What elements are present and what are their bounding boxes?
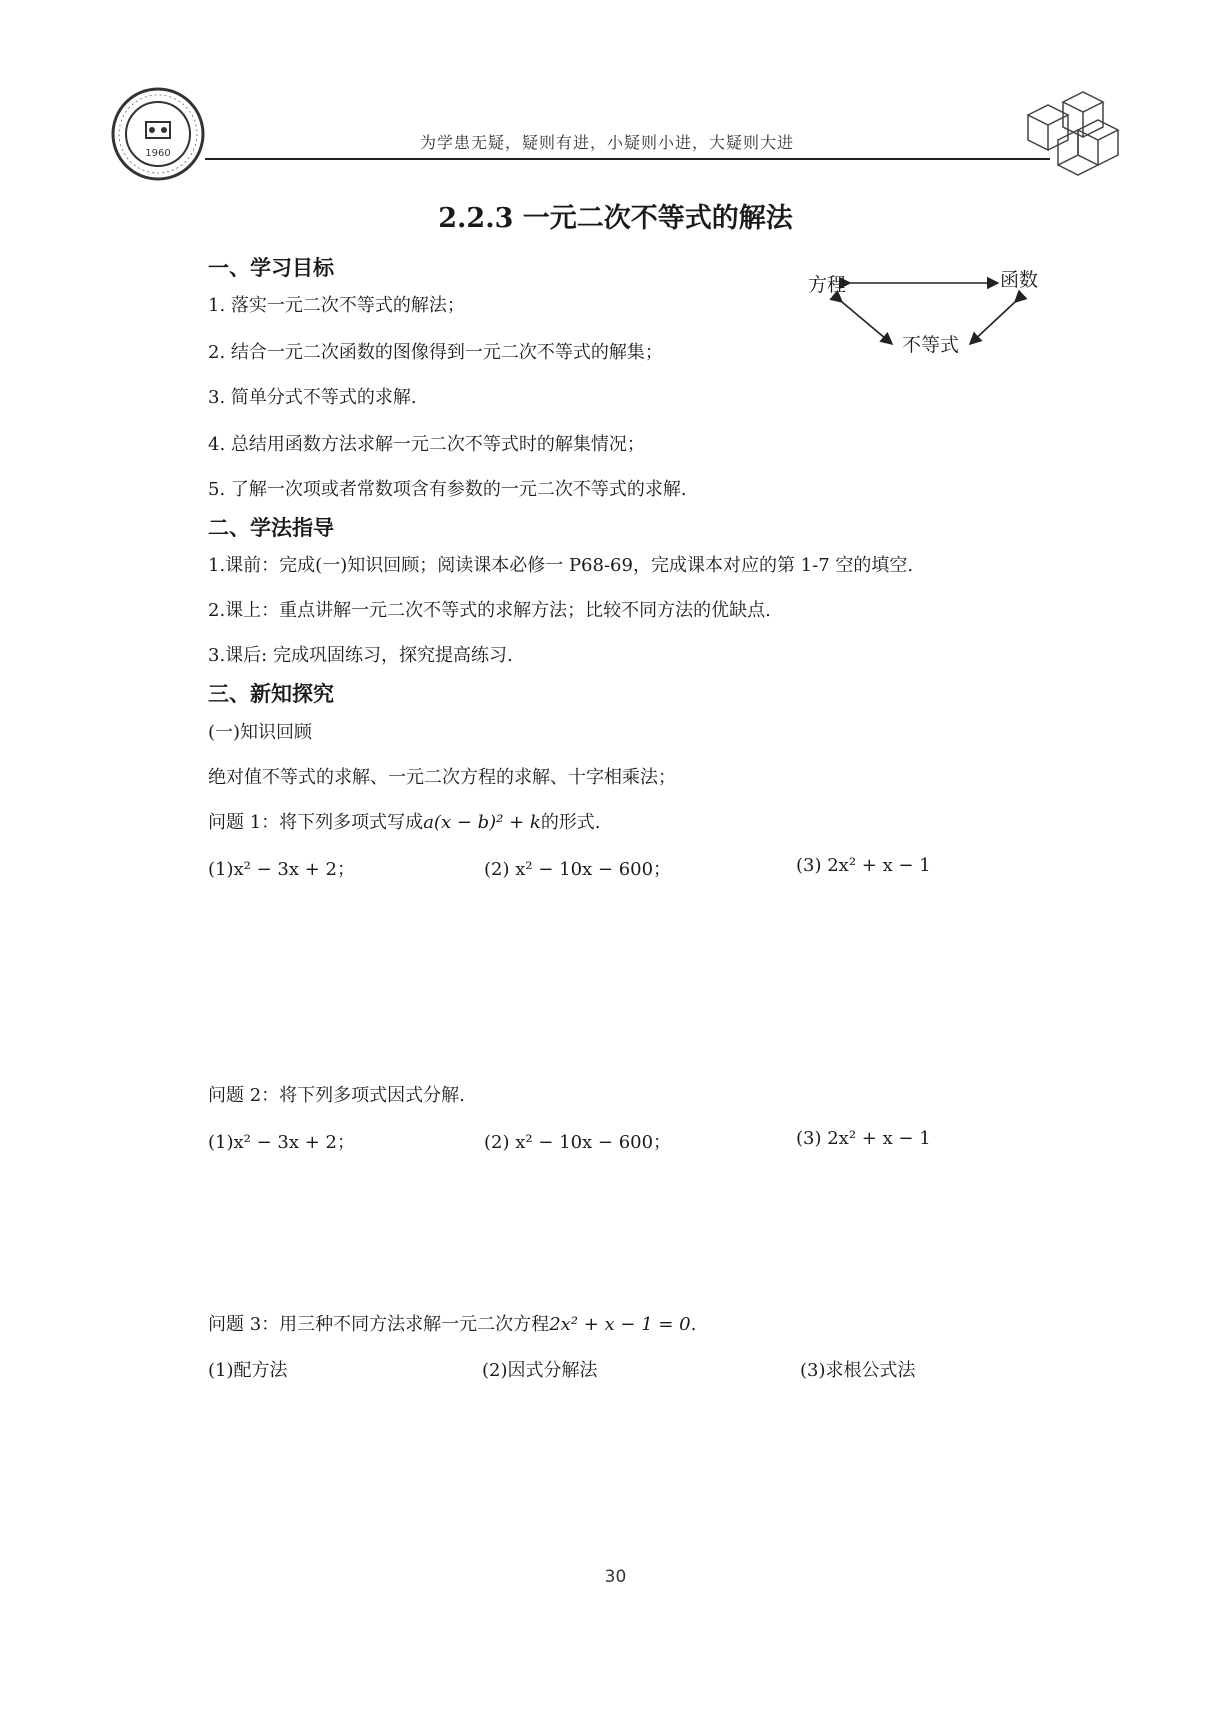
- goal-item: 3. 简单分式不等式的求解.: [208, 387, 417, 408]
- question-3-expr: 2x² + x − 1 = 0: [549, 1314, 691, 1335]
- method-item: 1.课前：完成(一)知识回顾；阅读课本必修一 P68-69，完成课本对应的第 1-7 空的填空.: [208, 555, 914, 576]
- question-3: [208, 1310, 696, 1336]
- question-3-suffix: .: [690, 1314, 697, 1335]
- section-heading-goals: 一、学习目标: [208, 256, 334, 280]
- question-1-part: (3) 2x² + x − 1: [796, 855, 931, 876]
- question-2-part: (1)x² − 3x + 2；: [208, 1132, 355, 1153]
- question-2-part: (3) 2x² + x − 1: [796, 1128, 931, 1149]
- question-2-part: (2) x² − 10x − 600；: [484, 1132, 672, 1153]
- seal-year: 1960: [145, 148, 171, 159]
- relation-diagram: [800, 262, 1050, 362]
- header-motto: 为学患无疑，疑则有进，小疑则小进，大疑则大进: [420, 133, 795, 152]
- goal-item: 1. 落实一元二次不等式的解法；: [208, 295, 465, 316]
- question-2: 问题 2：将下列多项式因式分解.: [208, 1085, 465, 1106]
- method-item: 3.课后: 完成巩固练习，探究提高练习.: [208, 645, 513, 666]
- question-3-part: (2)因式分解法: [482, 1360, 598, 1381]
- goal-item: 5. 了解一次项或者常数项含有参数的一元二次不等式的求解.: [208, 479, 687, 500]
- goal-item: 4. 总结用函数方法求解一元二次不等式时的解集情况；: [208, 434, 645, 455]
- cubes-icon: [1018, 90, 1130, 180]
- diagram-node-equation: 方程: [808, 274, 847, 296]
- question-1-prefix: 问题 1：将下列多项式写成: [208, 812, 424, 833]
- diagram-node-inequality: 不等式: [902, 334, 960, 356]
- question-1: [208, 808, 601, 834]
- page-number: 30: [604, 1567, 627, 1587]
- subsection-heading: (一)知识回顾: [208, 722, 313, 743]
- section-heading-method: 二、学法指导: [208, 516, 334, 540]
- arrow-function-inequality: [970, 302, 1015, 344]
- diagram-node-function: 函数: [1000, 269, 1039, 291]
- question-1-suffix: 的形式.: [540, 812, 601, 833]
- question-1-expr: a(x − b)² + k: [423, 812, 541, 833]
- page-title: 2.2.3 一元二次不等式的解法: [438, 203, 793, 234]
- goal-item: 2. 结合一元二次函数的图像得到一元二次不等式的解集；: [208, 342, 663, 363]
- header-divider: [205, 158, 1050, 160]
- question-1-part: (1)x² − 3x + 2；: [208, 859, 355, 880]
- question-3-part: (1)配方法: [208, 1360, 288, 1381]
- method-item: 2.课上：重点讲解一元二次不等式的求解方法；比较不同方法的优缺点.: [208, 600, 771, 621]
- arrow-equation-inequality: [842, 302, 892, 344]
- section-heading-explore: 三、新知探究: [208, 682, 334, 706]
- review-intro: 绝对值不等式的求解、一元二次方程的求解、十字相乘法；: [208, 767, 676, 788]
- question-3-part: (3)求根公式法: [800, 1360, 916, 1381]
- question-3-prefix: 问题 3：用三种不同方法求解一元二次方程: [208, 1314, 550, 1335]
- school-seal-icon: [110, 86, 206, 182]
- question-1-part: (2) x² − 10x − 600；: [484, 859, 672, 880]
